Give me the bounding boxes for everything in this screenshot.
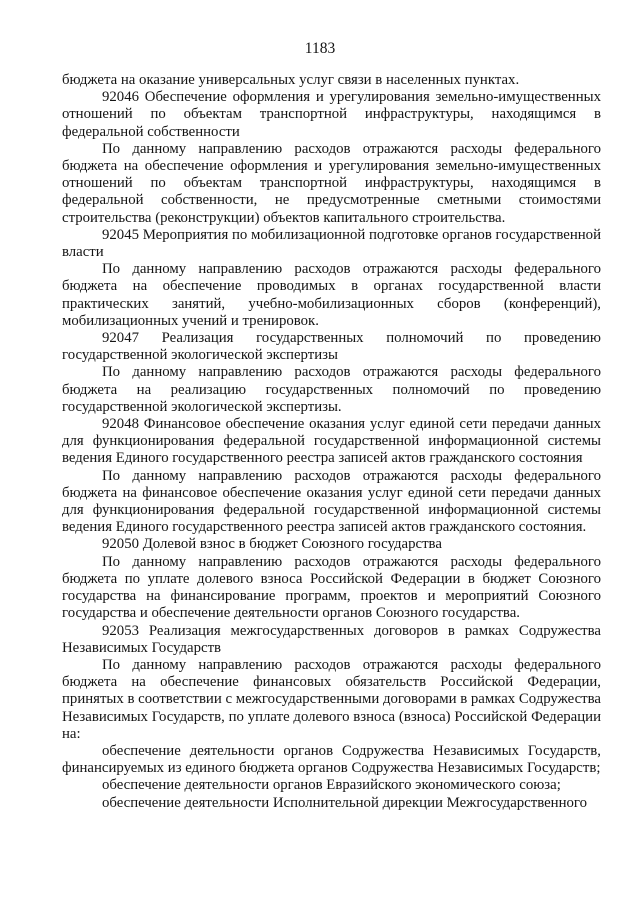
code-heading-92048: 92048 Финансовое обеспечение оказания услуг единой сети передачи данных для функционирования федеральной государственной информационной системы ведения Единого государственного реестра записей актов гражданского состояния: [62, 416, 601, 467]
code-heading-92050: 92050 Долевой взнос в бюджет Союзного государства: [102, 536, 442, 553]
paragraph-description: По данному направлению расходов отражаются расходы федерального бюджета на реализацию государственных полномочий по проведению государственной экологической экспертизы.: [62, 364, 601, 415]
code-heading-92045: 92045 Мероприятия по мобилизационной подготовке органов государственной власти: [62, 226, 601, 261]
paragraph-description: По данному направлению расходов отражаются расходы федерального бюджета на обеспечение оформления и урегулирования земельно-имущественных отношений по объектам транспортной инфраструктуры, находящимся в федеральной собственности, не предусмотренные сметными стоимостями строительства (реконструкции) объектов капитального строительства.: [62, 140, 601, 226]
list-item: обеспечение деятельности органов Евразийского экономического союза;: [102, 777, 561, 794]
document-body: [62, 72, 601, 812]
paragraph-description: По данному направлению расходов отражаются расходы федерального бюджета на финансовое обеспечение оказания услуг единой сети передачи данных для функционирования федеральной государственной информационной системы ведения Единого государственного реестра записей актов гражданского состояния.: [62, 467, 601, 536]
list-item: обеспечение деятельности органов Содружества Независимых Государств, финансируемых из единого бюджета органов Содружества Независимых Государств;: [62, 742, 601, 777]
code-heading-92046: 92046 Обеспечение оформления и урегулирования земельно-имущественных отношений по объектам транспортной инфраструктуры, находящимся в федеральной собственности: [62, 89, 601, 140]
paragraph-description: По данному направлению расходов отражаются расходы федерального бюджета на обеспечение проводимых в органах государственной власти практических занятий, учебно-мобилизационных сборов (конференций), мобилизационных учений и тренировок.: [62, 261, 601, 329]
page-number: 1183: [304, 40, 336, 57]
paragraph-description: По данному направлению расходов отражаются расходы федерального бюджета на обеспечение финансовых обязательств Российской Федерации, принятых в соответствии с межгосударственными договорами в рамках Содружества Независимых Государств, по уплате долевого взноса (взноса) Российской Федерации на:: [62, 656, 601, 742]
paragraph-continuation: бюджета на оказание универсальных услуг связи в населенных пунктах.: [62, 72, 520, 88]
code-heading-92053: 92053 Реализация межгосударственных договоров в рамках Содружества Независимых Государств: [62, 622, 601, 656]
code-heading-92047: 92047 Реализация государственных полномочий по проведению государственной экологической экспертизы: [62, 330, 601, 364]
list-item: обеспечение деятельности Исполнительной дирекции Межгосударственного: [102, 794, 588, 811]
paragraph-description: По данному направлению расходов отражаются расходы федерального бюджета по уплате долевого взноса Российской Федерации в бюджет Союзного государства на финансирование программ, проектов и мероприятий Союзного государства и обеспечение деятельности органов Союзного государства.: [62, 553, 601, 622]
